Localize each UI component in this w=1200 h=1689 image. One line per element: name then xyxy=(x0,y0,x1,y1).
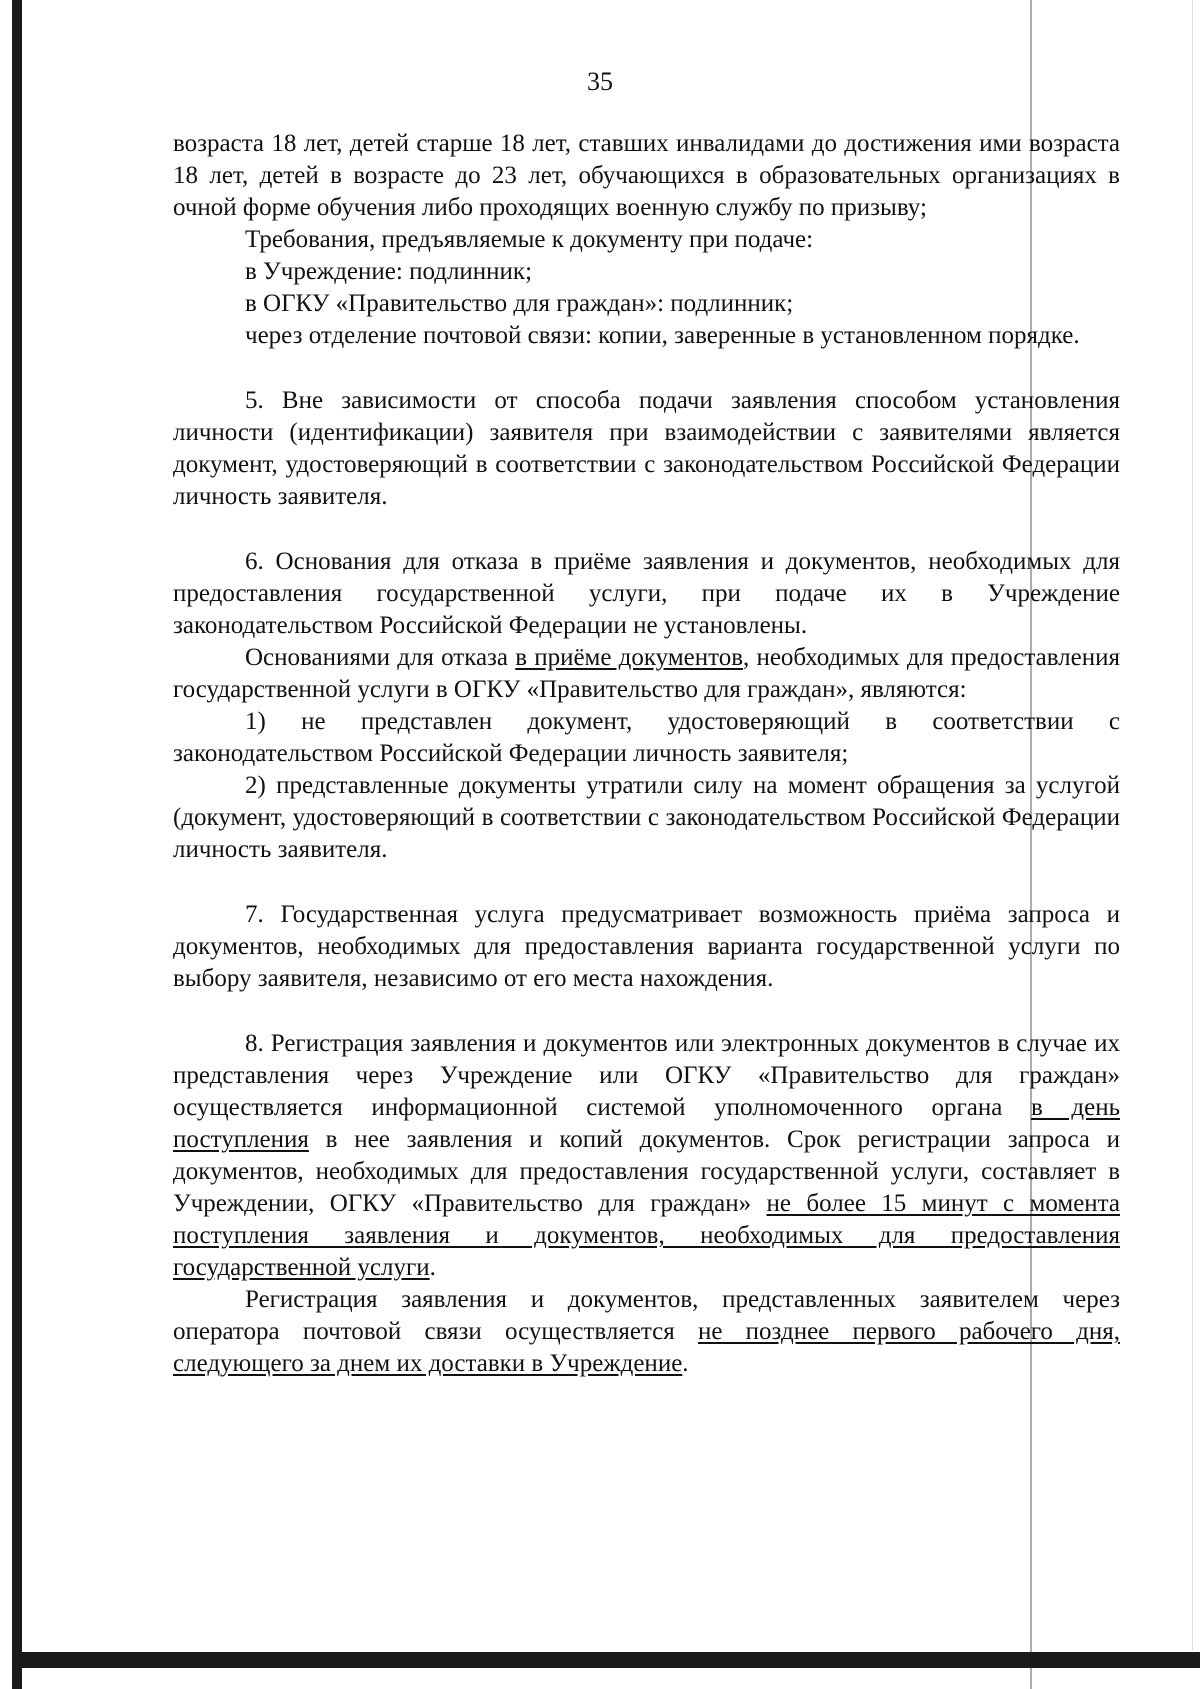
paragraph-section-8: 8. Регистрация заявления и документов или электронных документов в случае их представления через Учреждение или ОГКУ «Правительство для граждан» осуществляется информационной системой уполномоченного органа в день поступления в нее заявления и копий документов. Срок регистрации запроса и документов, необходимых для предоставления государственной услуги, составляет в Учреждении, ОГКУ «Правительство для граждан» не более 15 минут с момента поступления заявления и документов, необходимых для предоставления государственной услуги. xyxy=(173,1030,1120,1281)
document-body xyxy=(173,128,1120,1380)
paragraph-document-requirements: Требования, предъявляемые к документу при подаче: xyxy=(245,226,814,253)
underlined-phrase: не более 15 минут с момента поступления заявления и документов, необходимых для предоставления государственной услуги xyxy=(173,1190,1120,1281)
paragraph-section-6: 6. Основания для отказа в приёме заявления и документов, необходимых для предоставления государственной услуги, при подаче их в Учреждение законодательством Российской Федерации не установлены. xyxy=(173,548,1120,639)
paragraph-postal-registration: Регистрация заявления и документов, представленных заявителем через оператора почтовой связи осуществляется не позднее первого рабочего дня, следующего за днем их доставки в Учреждение. xyxy=(173,1286,1120,1377)
paragraph-section-7: 7. Государственная услуга предусматривает возможность приёма запроса и документов, необходимых для предоставления варианта государственной услуги по выбору заявителя, независимо от его места нахождения. xyxy=(173,901,1120,992)
scan-bottom-border xyxy=(12,1652,1200,1668)
paragraph-section-5: 5. Вне зависимости от способа подачи заявления способом установления личности (идентификации) заявителя при взаимодействии с заявителями является документ, удостоверяющий в соответствии с законодательством Российской Федерации личность заявителя. xyxy=(173,387,1120,510)
list-item-ground-2: 2) представленные документы утратили силу на момент обращения за услугой (документ, удостоверяющий в соответствии с законодательством Российской Федерации личность заявителя. xyxy=(173,772,1120,863)
list-item-post-office: через отделение почтовой связи: копии, заверенные в установленном порядке. xyxy=(245,322,1080,349)
list-item-ground-1: 1) не представлен документ, удостоверяющий в соответствии с законодательством Российской Федерации личность заявителя; xyxy=(173,708,1120,767)
scan-edge-line xyxy=(1192,0,1193,1650)
underlined-phrase: в приёме документов xyxy=(515,644,744,671)
page-number: 35 xyxy=(587,67,613,96)
paragraph-age-requirements: возраста 18 лет, детей старше 18 лет, ставших инвалидами до достижения ими возраста 18 лет, детей в возрасте до 23 лет, обучающихся в образовательных организациях в очной форме обучения либо проходящих военную службу по призыву; xyxy=(173,130,1120,221)
underlined-phrase: в день поступления xyxy=(173,1094,1120,1153)
list-item-institution: в Учреждение: подлинник; xyxy=(245,258,533,285)
paragraph-refusal-grounds: Основаниями для отказа в приёме документов, необходимых для предоставления государственной услуги в ОГКУ «Правительство для граждан», являются: xyxy=(173,644,1121,703)
list-item-ogku: в ОГКУ «Правительство для граждан»: подлинник; xyxy=(245,290,794,317)
scan-left-border xyxy=(12,0,22,1689)
underlined-phrase: не позднее первого рабочего дня, следующего за днем их доставки в Учреждение xyxy=(173,1318,1120,1377)
